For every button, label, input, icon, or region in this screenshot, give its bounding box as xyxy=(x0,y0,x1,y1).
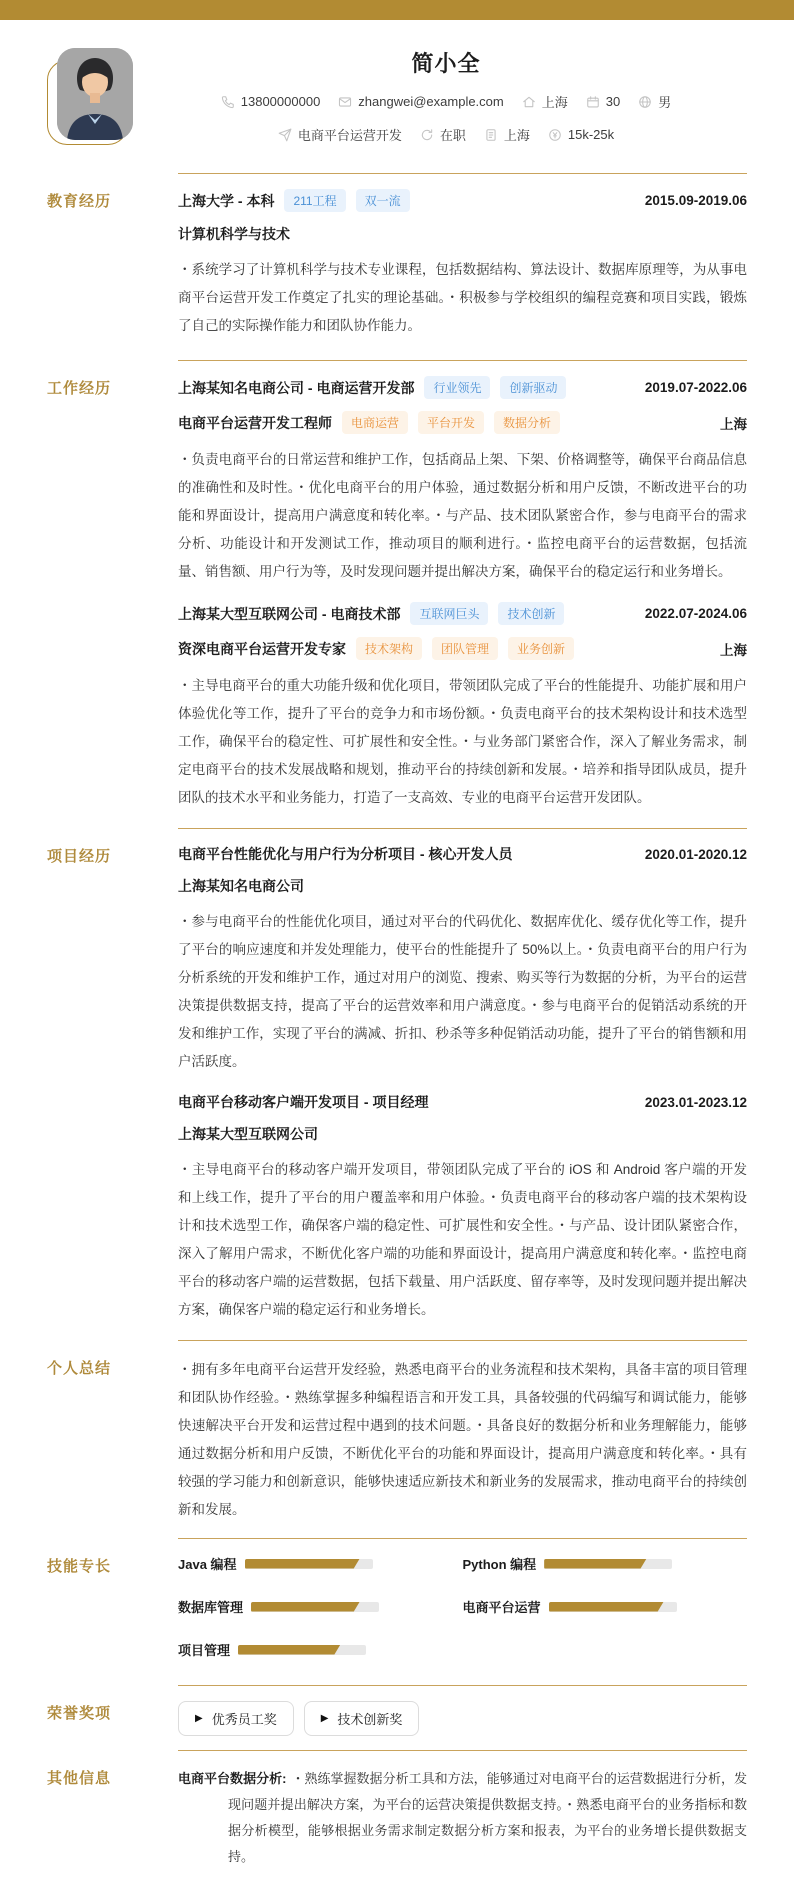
section-projects xyxy=(0,828,794,1340)
skill-label: 项目管理 xyxy=(178,1643,231,1658)
major-name: 计算机科学与技术 xyxy=(178,226,290,242)
contact-salary-value: 15k-25k xyxy=(567,127,615,142)
section-education xyxy=(0,173,794,360)
education-date: 2015.09-2019.06 xyxy=(644,193,747,208)
project-entry xyxy=(178,1092,747,1324)
projects-content xyxy=(178,828,747,1340)
section-title-work: 工作经历 xyxy=(47,380,112,397)
section-skills xyxy=(0,1538,794,1685)
work-company-row xyxy=(178,376,747,399)
contact-phone xyxy=(221,94,321,109)
skill-item xyxy=(178,1554,463,1573)
project-date: 2020.01-2020.12 xyxy=(644,846,747,862)
summary-content xyxy=(178,1340,747,1538)
school-tag: 211工程 xyxy=(284,189,345,212)
skill-bar-fill xyxy=(238,1645,340,1655)
awards-list xyxy=(178,1701,747,1736)
contact-gender xyxy=(638,92,671,111)
work-role-row xyxy=(178,411,747,434)
other-content xyxy=(178,1750,747,1882)
role-tag: 技术架构 xyxy=(356,637,422,660)
photo-block xyxy=(47,48,145,158)
section-title-education: 教育经历 xyxy=(47,193,112,210)
skill-bar xyxy=(245,1559,373,1569)
section-other xyxy=(0,1750,794,1882)
school-tag: 双一流 xyxy=(356,189,410,212)
contact-work-city-value: 上海 xyxy=(503,128,530,143)
skill-bar xyxy=(544,1559,672,1569)
top-accent-bar xyxy=(0,0,794,20)
skill-label: 数据库管理 xyxy=(178,1600,244,1615)
contact-age xyxy=(586,94,620,109)
section-work xyxy=(0,360,794,828)
project-title-row xyxy=(178,1092,747,1112)
project-description: ・主导电商平台的移动客户端开发项目，带领团队完成了平台的 iOS 和 Android 客户端的开发和上线工作，提升了平台的用户覆盖率和用户体验。・负责电商平台的移动客户端的技术架构设计和技术选型工作，确保客户端的稳定性、可扩展性和安全性。・与产品、设计团队紧密合作，深入了解用户需求，不断优化客户端的功能和界面设计，提高用户满意度和转化率。・监控电商平台的移动客户端的运营数据，包括下载量、用户活跃度、留存率等，及时发现问题并提出解决方案，确保客户端的稳定运行和业务增长。 xyxy=(178,1162,747,1317)
skill-bar xyxy=(549,1602,677,1612)
other-info-label: 电商平台数据分析: xyxy=(178,1771,287,1786)
education-content xyxy=(178,173,747,360)
skill-item xyxy=(463,1597,748,1616)
work-location: 上海 xyxy=(720,642,747,658)
header-main xyxy=(145,20,747,173)
skill-bar-fill xyxy=(251,1602,360,1612)
contact-job-status xyxy=(420,125,466,144)
education-entry xyxy=(178,189,747,340)
company-tag: 技术创新 xyxy=(498,602,564,625)
award-pill xyxy=(178,1701,294,1736)
calendar-icon xyxy=(586,95,600,109)
awards-content xyxy=(178,1685,747,1750)
profile-photo xyxy=(57,48,133,140)
skill-bar xyxy=(251,1602,379,1612)
company-tag: 互联网巨头 xyxy=(410,602,488,625)
candidate-name: 简小全 xyxy=(411,51,481,76)
project-name: 电商平台移动客户端开发项目 - 项目经理 xyxy=(178,1094,429,1110)
contact-email-value: zhangwei@example.com xyxy=(358,94,504,109)
paper-plane-icon xyxy=(278,128,292,142)
skill-bar-fill xyxy=(549,1602,664,1612)
contact-city-value: 上海 xyxy=(541,95,568,110)
section-title-awards: 荣誉奖项 xyxy=(47,1705,112,1722)
work-role-row xyxy=(178,637,747,660)
work-location: 上海 xyxy=(720,416,747,432)
contact-target-job-value: 电商平台运营开发 xyxy=(297,128,402,143)
section-title-summary: 个人总结 xyxy=(47,1360,112,1377)
education-major-row xyxy=(178,224,747,244)
contact-salary xyxy=(548,127,614,142)
role-tag: 平台开发 xyxy=(418,411,484,434)
role-title: 资深电商平台运营开发专家 xyxy=(178,640,346,657)
contact-email xyxy=(338,94,503,109)
skills-content xyxy=(178,1538,747,1685)
section-title-other: 其他信息 xyxy=(47,1770,112,1787)
work-entry xyxy=(178,376,747,586)
project-name: 电商平台性能优化与用户行为分析项目 - 核心开发人员 xyxy=(178,846,513,862)
contact-target-job xyxy=(278,125,402,144)
education-description: ・系统学习了计算机科学与技术专业课程，包括数据结构、算法设计、数据库原理等，为从事电商平台运营开发工作奠定了扎实的理论基础。・积极参与学校组织的编程竞赛和项目实践，锻炼了自己的实际操作能力和团队协作能力。 xyxy=(178,262,747,333)
contact-work-city xyxy=(484,125,530,144)
project-title-row xyxy=(178,844,747,864)
project-company-row xyxy=(178,876,747,896)
contact-row-2 xyxy=(278,125,614,144)
contact-age-value: 30 xyxy=(605,94,621,109)
company-tag: 创新驱动 xyxy=(500,376,566,399)
skill-bar xyxy=(238,1645,366,1655)
status-icon xyxy=(420,128,434,142)
section-awards xyxy=(0,1685,794,1750)
contact-phone-value: 13800000000 xyxy=(240,94,321,109)
skill-item xyxy=(178,1640,463,1659)
work-description: ・主导电商平台的重大功能升级和优化项目，带领团队完成了平台的性能提升、功能扩展和用户体验优化等工作，提升了平台的竞争力和市场份额。・负责电商平台的技术架构设计和技术选型工作，确保平台的稳定性、可扩展性和安全性。・与业务部门紧密合作，深入了解业务需求，制定电商平台的技术发展战略和规划，推动平台的持续创新和发展。・培养和指导团队成员，提升团队的技术水平和业务能力，打造了一支高效、专业的电商平台运营开发团队。 xyxy=(178,678,747,805)
skill-bar-fill xyxy=(544,1559,646,1569)
skill-label: 电商平台运营 xyxy=(462,1600,541,1615)
project-entry xyxy=(178,844,747,1076)
contact-city xyxy=(522,92,568,111)
section-title-skills: 技能专长 xyxy=(47,1558,112,1575)
company-name: 上海某大型互联网公司 - 电商技术部 xyxy=(178,605,401,622)
work-company-row xyxy=(178,602,747,625)
work-date: 2019.07-2022.06 xyxy=(644,380,747,395)
skill-item xyxy=(463,1554,748,1573)
role-tag: 电商运营 xyxy=(342,411,408,434)
role-tag: 数据分析 xyxy=(494,411,560,434)
section-title-projects: 项目经历 xyxy=(47,848,112,865)
globe-icon xyxy=(638,95,652,109)
project-company: 上海某大型互联网公司 xyxy=(178,1126,318,1142)
work-entry xyxy=(178,602,747,812)
home-icon xyxy=(522,95,536,109)
skill-label: Java 编程 xyxy=(178,1557,237,1572)
role-tag: 团队管理 xyxy=(432,637,498,660)
education-title-row xyxy=(178,189,747,212)
play-icon: ▶ xyxy=(195,1712,203,1724)
award-pill xyxy=(304,1701,420,1736)
role-tag: 业务创新 xyxy=(508,637,574,660)
document-icon xyxy=(484,128,498,142)
project-company-row xyxy=(178,1124,747,1144)
project-company: 上海某知名电商公司 xyxy=(178,878,304,894)
work-description: ・负责电商平台的日常运营和维护工作，包括商品上架、下架、价格调整等，确保平台商品信息的准确性和及时性。・优化电商平台的用户体验，通过数据分析和用户反馈，不断改进平台的功能和界面设计，提高用户满意度和转化率。・与产品、技术团队紧密合作，参与电商平台的需求分析、功能设计和开发测试工作，推动项目的顺利进行。・监控电商平台的运营数据，包括流量、销售额、用户行为等，及时发现问题并提出解决方案，确保平台的稳定运行和业务增长。 xyxy=(178,452,747,579)
work-date: 2022.07-2024.06 xyxy=(644,606,747,621)
work-content xyxy=(178,360,747,828)
other-info-text: ・熟练掌握数据分析工具和方法，能够通过对电商平台的运营数据进行分析，发现问题并提出解决方案，为平台的运营决策提供数据支持。・熟悉电商平台的业务指标和数据分析模型，能够根据业务需求制定数据分析方案和报表，为平台的业务增长提供数据支持。 xyxy=(228,1771,747,1864)
contact-row-1 xyxy=(221,92,671,111)
contact-job-status-value: 在职 xyxy=(439,128,466,143)
skill-item xyxy=(178,1597,463,1616)
summary-text: ・拥有多年电商平台运营开发经验，熟悉电商平台的业务流程和技术架构，具备丰富的项目管理和团队协作经验。・熟练掌握多种编程语言和开发工具，具备较强的代码编写和调试能力，能够快速解决平台开发和运营过程中遇到的技术问题。・具备良好的数据分析和业务理解能力，能够通过数据分析和用户反馈，不断优化平台的功能和界面设计，提高用户满意度和转化率。・具有较强的学习能力和创新意识，能够快速适应新技术和新业务的发展需求，推动电商平台的持续创新和发展。 xyxy=(178,1362,747,1517)
resume-header xyxy=(0,20,794,173)
award-label: 优秀员工奖 xyxy=(211,1712,277,1727)
award-label: 技术创新奖 xyxy=(337,1712,403,1727)
company-tag: 行业领先 xyxy=(424,376,490,399)
mail-icon xyxy=(338,95,352,109)
section-summary xyxy=(0,1340,794,1538)
skill-bar-fill xyxy=(245,1559,360,1569)
skills-grid xyxy=(178,1554,747,1659)
play-icon: ▶ xyxy=(320,1712,329,1724)
other-info-paragraph xyxy=(178,1766,747,1870)
school-name: 上海大学 - 本科 xyxy=(178,192,275,209)
avatar-illustration xyxy=(57,48,133,140)
project-description: ・参与电商平台的性能优化项目，通过对平台的代码优化、数据库优化、缓存优化等工作，提升了平台的响应速度和并发处理能力，使平台的性能提升了 50%以上。・负责电商平台的用户行为分析系统的开发和维护工作，通过对用户的浏览、搜索、购买等行为数据的分析，为平台的运营决策提供数据支持，提高了平台的运营效率和用户满意度。・参与电商平台的促销活动系统的开发和维护工作，实现了平台的满减、折扣、秒杀等多种促销活动功能，提升了平台的销售额和用户活跃度。 xyxy=(178,914,747,1069)
role-title: 电商平台运营开发工程师 xyxy=(178,414,332,431)
skill-label: Python 编程 xyxy=(462,1557,537,1572)
company-name: 上海某知名电商公司 - 电商运营开发部 xyxy=(178,379,415,396)
contact-gender-value: 男 xyxy=(658,95,672,110)
salary-icon xyxy=(548,128,562,142)
project-date: 2023.01-2023.12 xyxy=(644,1094,747,1110)
phone-icon xyxy=(221,95,235,109)
